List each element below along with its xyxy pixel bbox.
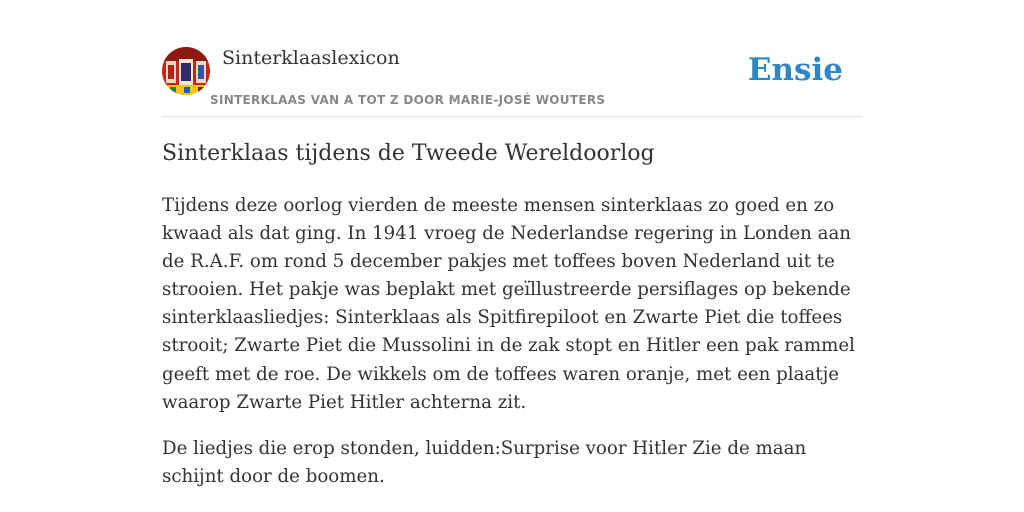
site-tagline: SINTERKLAAS VAN A TOT Z DOOR MARIE-JOSÉ WOUTERS xyxy=(210,93,606,107)
avatar-image xyxy=(162,47,210,95)
article-paragraph: De liedjes die erop stonden, luidden:Surprise voor Hitler Zie de maan schijnt door de boomen. xyxy=(162,438,807,488)
article-title: Sinterklaas tijdens de Tweede Wereldoorlog xyxy=(162,141,655,166)
article-paragraph: Tijdens deze oorlog vierden de meeste mensen sinterklaas zo goed en zo kwaad als dat ging. In 1941 vroeg de Nederlandse regering in Londen aan de R.A.F. om rond 5 december pakjes met toffees boven Nederland uit te strooien. Het pakje was beplakt met geïllustreerde persiflages op bekende sinterklaasliedjes: Sinterklaas als Spitfirepiloot en Zwarte Piet die toffees strooit; Zwarte Piet die Mussolini in de zak stopt en Hitler een pak rammel geeft met de roe. De wikkels om de toffees waren oranje, met een plaatje waarop Zwarte Piet Hitler achterna zit. xyxy=(162,195,855,413)
brand-logo[interactable]: Ensie xyxy=(747,52,843,88)
site-header xyxy=(162,46,862,117)
site-name[interactable]: Sinterklaaslexicon xyxy=(222,47,400,69)
site-avatar[interactable] xyxy=(162,47,210,95)
